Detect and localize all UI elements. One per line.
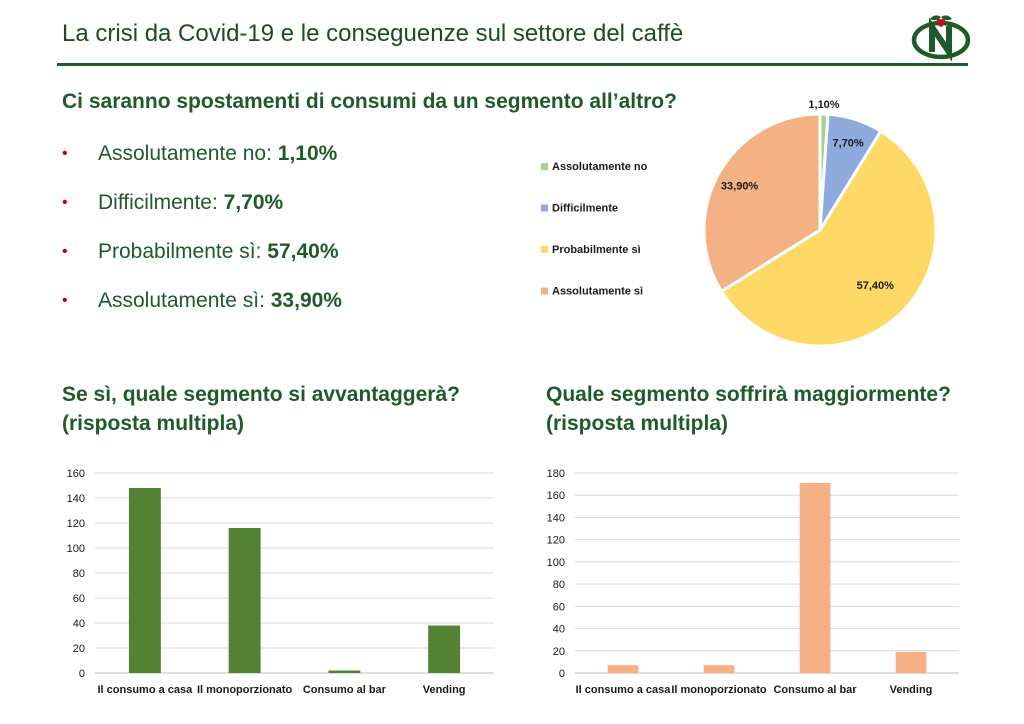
pie-chart — [530, 90, 950, 360]
section2-question-line1: Se sì, quale segmento si avvantaggerà? — [62, 383, 460, 406]
bar-chart-suffer — [525, 460, 975, 710]
bullet-icon: • — [62, 243, 68, 260]
legend-swatch — [541, 288, 548, 295]
answer-value: 57,40% — [267, 240, 339, 263]
section3-question-line2: (risposta multipla) — [546, 412, 729, 435]
y-tick-label: 80 — [72, 568, 85, 580]
x-tick-label: Il consumo a casa — [97, 684, 193, 696]
section3-question — [546, 380, 951, 438]
answer-label: Probabilmente sì: — [98, 240, 268, 263]
y-tick-label: 120 — [546, 534, 565, 547]
y-tick-label: 100 — [546, 556, 565, 569]
bullet-icon: • — [62, 292, 68, 309]
y-tick-label: 60 — [72, 593, 85, 605]
pie-data-label: 7,70% — [832, 137, 864, 150]
x-tick-label: Consumo al bar — [302, 684, 386, 696]
bar-chart-advantage — [40, 460, 510, 710]
answer-label: Assolutamente no: — [98, 142, 278, 165]
bar — [608, 665, 639, 673]
y-tick-label: 0 — [558, 668, 565, 680]
legend-swatch — [541, 205, 548, 212]
x-tick-label: Il monoporzionato — [196, 684, 293, 696]
bar — [896, 652, 927, 673]
title-divider — [57, 63, 968, 66]
x-tick-label: Vending — [889, 684, 933, 696]
legend-label: Assolutamente sì — [552, 285, 644, 298]
pie-data-label: 1,10% — [808, 99, 840, 111]
bar — [704, 665, 735, 673]
x-tick-label: Consumo al bar — [773, 684, 857, 696]
y-tick-label: 20 — [72, 643, 85, 655]
section2-question-line2: (risposta multipla) — [62, 412, 245, 435]
y-tick-label: 140 — [546, 512, 565, 525]
list-item — [62, 287, 342, 336]
answer-value: 7,70% — [223, 191, 284, 214]
y-tick-label: 60 — [552, 601, 565, 614]
y-tick-label: 0 — [78, 668, 85, 680]
bar — [129, 488, 161, 673]
section3-question-line1: Quale segmento soffrirà maggiormente? — [546, 383, 951, 406]
y-tick-label: 20 — [552, 645, 565, 658]
answer-label: Difficilmente: — [98, 191, 224, 214]
bullet-icon: • — [62, 194, 68, 211]
y-tick-label: 160 — [546, 490, 565, 503]
x-tick-label: Il consumo a casa — [575, 684, 671, 696]
y-tick-label: 160 — [66, 468, 85, 480]
page-title: La crisi da Covid-19 e le conseguenze sul settore del caffè — [62, 20, 684, 47]
bar — [328, 671, 360, 674]
list-item — [62, 140, 342, 189]
y-tick-label: 180 — [546, 468, 565, 480]
legend-label: Difficilmente — [552, 202, 619, 215]
answer-value: 33,90% — [270, 289, 342, 312]
answer-list — [62, 140, 342, 336]
bullet-icon: • — [62, 145, 68, 162]
list-item — [62, 189, 342, 238]
bar — [229, 528, 261, 673]
x-tick-label: Vending — [422, 684, 466, 696]
y-tick-label: 40 — [72, 618, 85, 630]
legend-label: Assolutamente no — [552, 161, 648, 173]
answer-value: 1,10% — [277, 142, 338, 165]
section2-question — [62, 380, 460, 438]
bar — [428, 626, 460, 674]
bar — [800, 483, 831, 673]
legend-label: Probabilmente sì — [552, 244, 641, 256]
y-tick-label: 100 — [66, 543, 85, 555]
y-tick-label: 120 — [66, 518, 85, 530]
pie-data-label: 33,90% — [720, 180, 759, 193]
pie-data-label: 57,40% — [856, 280, 894, 293]
y-tick-label: 80 — [552, 579, 565, 592]
legend-swatch — [541, 246, 548, 253]
legend-swatch — [541, 163, 548, 170]
y-tick-label: 140 — [66, 493, 85, 505]
x-tick-label: Il monoporzionato — [671, 684, 767, 696]
list-item — [62, 238, 342, 287]
coffee-logo-icon — [910, 6, 972, 62]
section1-question: Ci saranno spostamenti di consumi da un segmento all’altro? — [62, 90, 677, 113]
y-tick-label: 40 — [552, 623, 565, 636]
answer-label: Assolutamente sì: — [98, 289, 271, 312]
